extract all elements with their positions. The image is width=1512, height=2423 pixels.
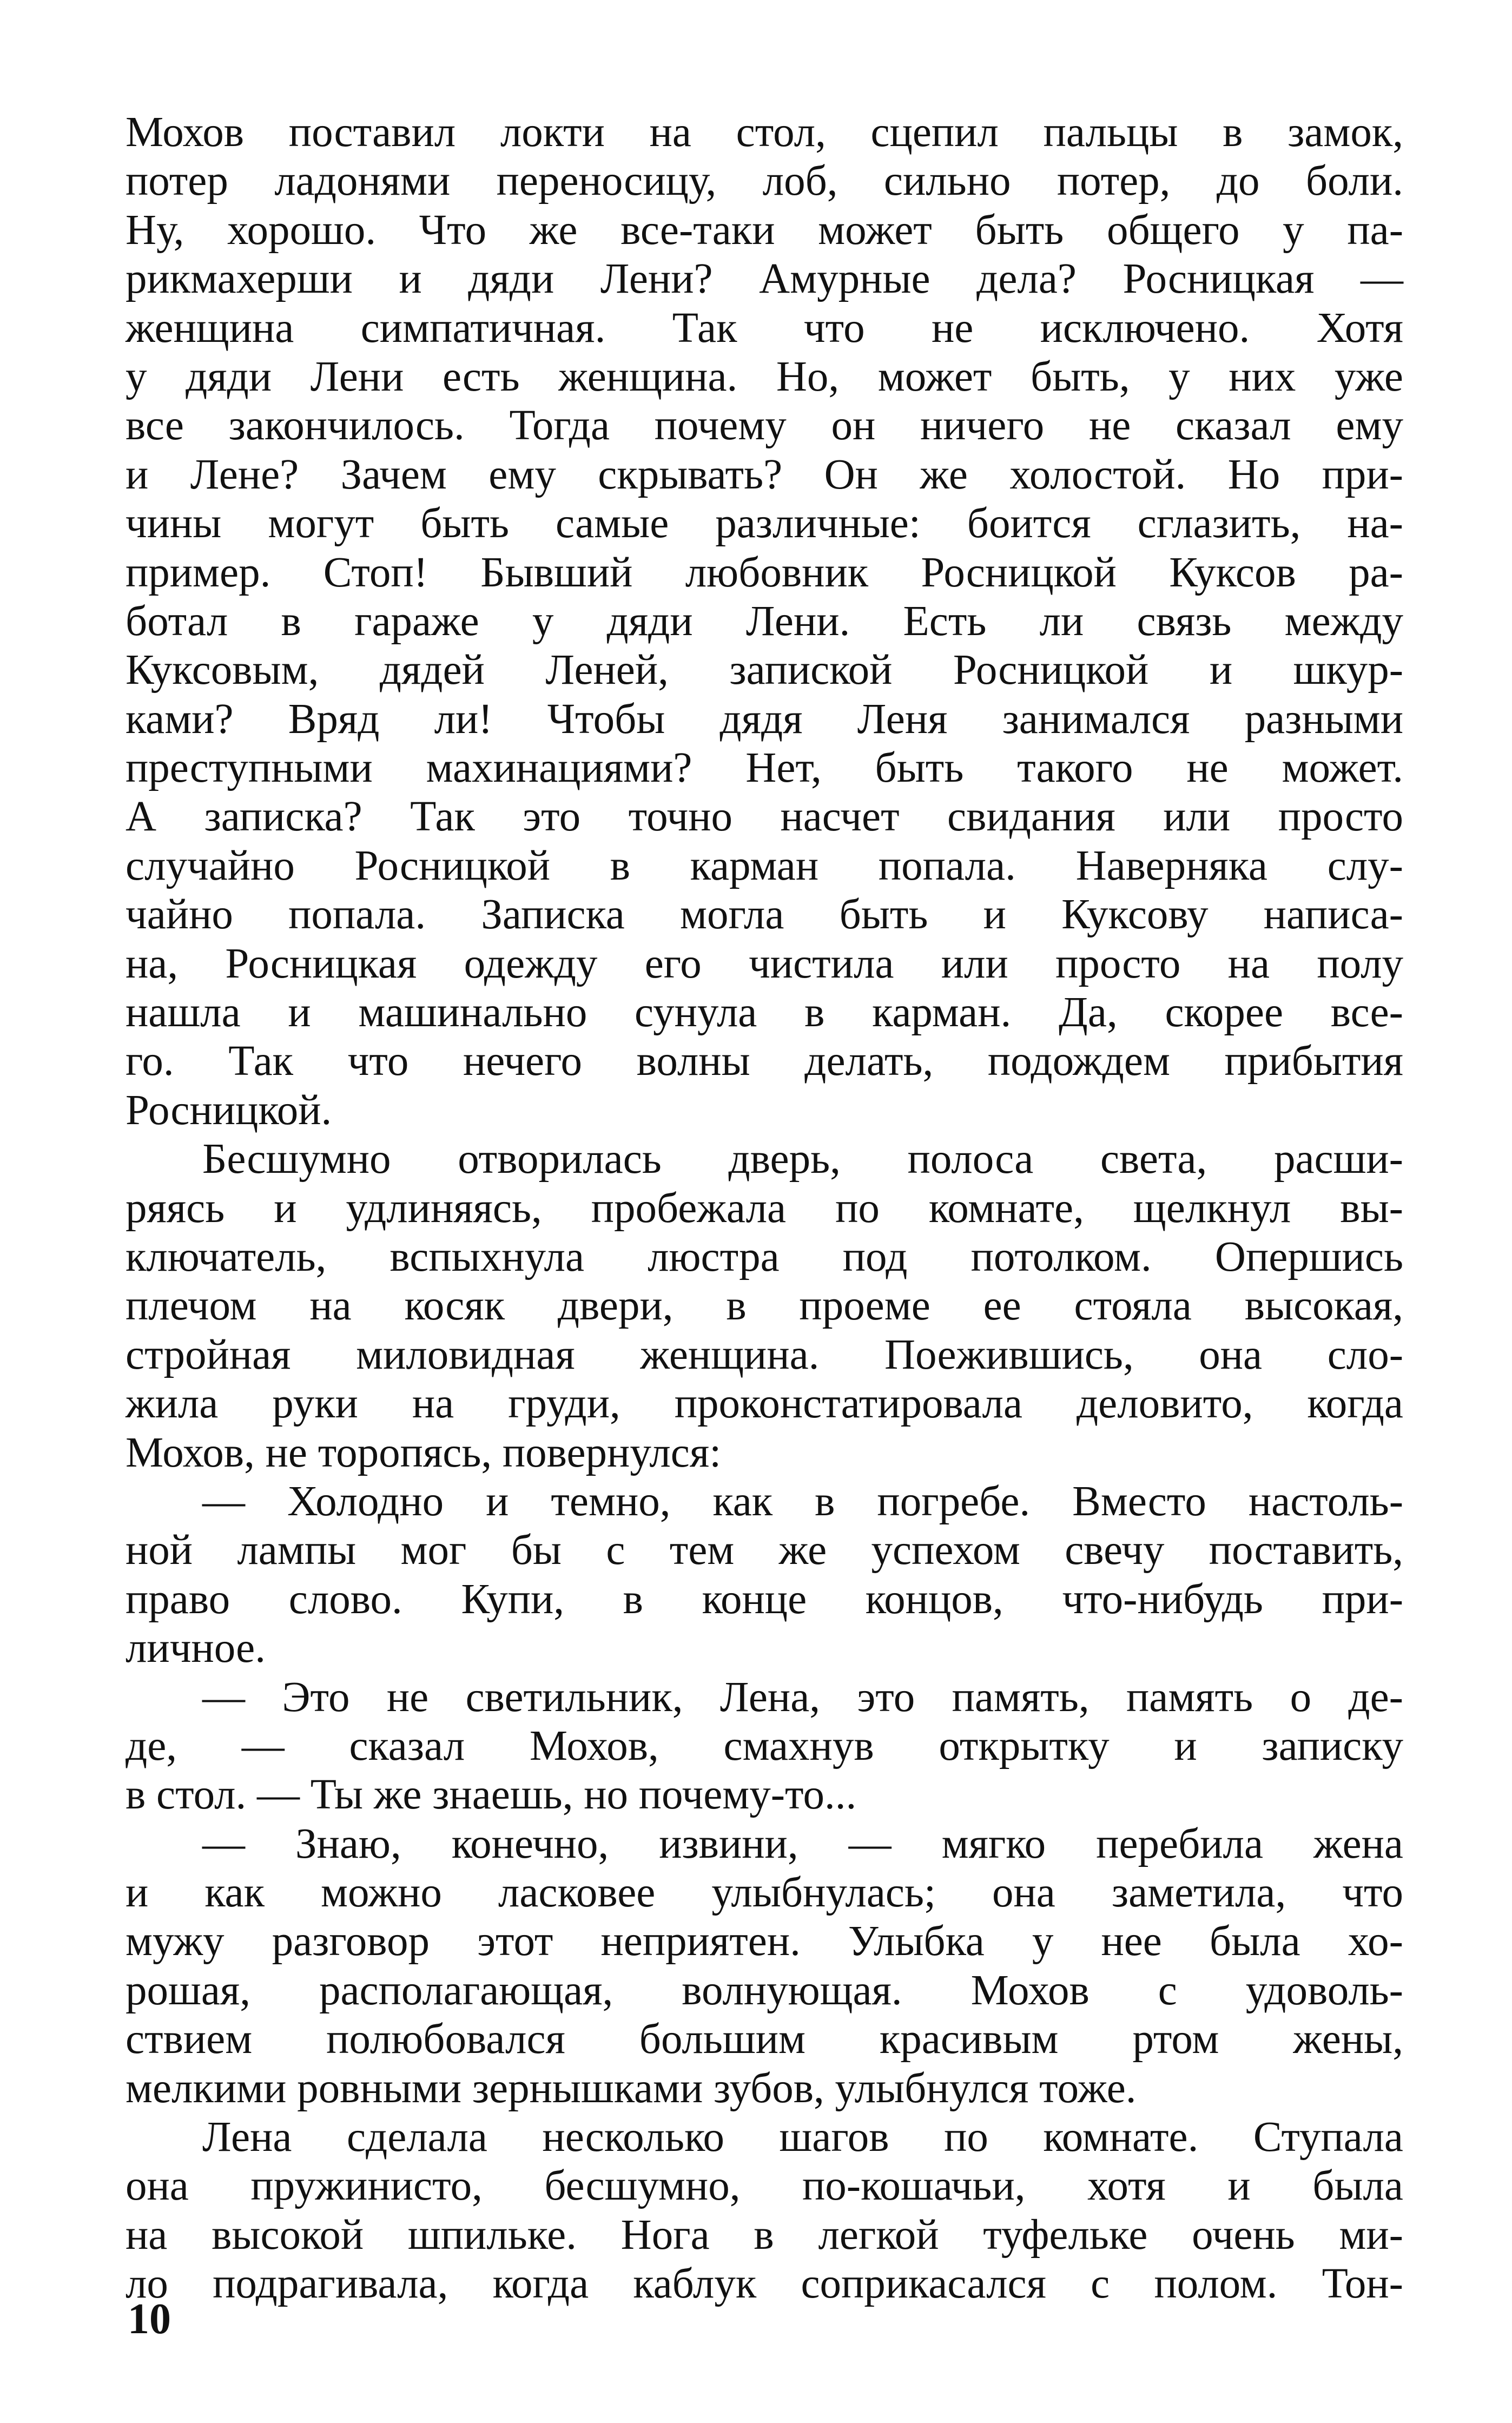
text-line: Мохов, не торопясь, повернулся: [126, 1429, 722, 1476]
text-line: ной лампы мог бы с тем же успехом свечу поставить, [126, 1527, 1403, 1574]
text-line: право слово. Купи, в конце концов, что-нибудь при- [126, 1575, 1403, 1623]
text-line: мелкими ровными зернышками зубов, улыбнулся тоже. [126, 2064, 1137, 2112]
text-line: Лена сделала несколько шагов по комнате. Ступала [202, 2114, 1403, 2161]
text-line: и как можно ласковее улыбнулась; она заметила, что [126, 1869, 1403, 1917]
text-line: личное. [126, 1625, 266, 1672]
text-line: Мохов поставил локти на стол, сцепил пальцы в замок, [126, 109, 1403, 156]
text-line: Росницкой. [126, 1086, 332, 1134]
text-line: рошая, располагающая, волнующая. Мохов с удоволь- [126, 1966, 1403, 2014]
text-line: жила руки на груди, проконстатировала деловито, когда [126, 1380, 1403, 1428]
text-line: — Знаю, конечно, извини, — мягко перебила жена [202, 1820, 1403, 1867]
text-line: в стол. — Ты же знаешь, но почему-то... [126, 1771, 857, 1819]
text-line: А записка? Так это точно насчет свидания или просто [126, 793, 1403, 841]
text-line: ряясь и удлиняясь, пробежала по комнате, щелкнул вы- [126, 1184, 1403, 1232]
text-line: ботал в гараже у дяди Лени. Есть ли связь между [126, 597, 1403, 645]
text-line: Бесшумно отворилась дверь, полоса света, расши- [202, 1135, 1403, 1183]
text-line: на, Росницкая одежду его чистила или просто на полу [126, 940, 1403, 987]
text-line: де, — сказал Мохов, смахнув открытку и записку [126, 1722, 1403, 1770]
text-line: мужу разговор этот неприятен. Улыбка у нее была хо- [126, 1918, 1403, 1965]
text-line: преступными махинациями? Нет, быть такого не может. [126, 744, 1403, 792]
text-line: чайно попала. Записка могла быть и Куксову написа- [126, 891, 1403, 939]
text-line: женщина симпатичная. Так что не исключено. Хотя [126, 304, 1403, 352]
text-line: нашла и машинально сунула в карман. Да, скорее все- [126, 989, 1403, 1036]
text-line: стройная миловидная женщина. Поежившись, она сло- [126, 1331, 1403, 1378]
text-line: все закончилось. Тогда почему он ничего не сказал ему [126, 402, 1403, 450]
text-line: ключатель, вспыхнула люстра под потолком. Опершись [126, 1233, 1403, 1280]
text-line: чины могут быть самые различные: боится сглазить, на- [126, 500, 1403, 547]
text-line: на высокой шпильке. Нога в легкой туфельке очень ми- [126, 2211, 1403, 2259]
text-line: го. Так что нечего волны делать, подождем прибытия [126, 1038, 1403, 1085]
text-line: она пружинисто, бесшумно, по-кошачьи, хотя и была [126, 2162, 1403, 2210]
text-line: ло подрагивала, когда каблук соприкасался с полом. Тон- [126, 2260, 1403, 2308]
text-line: рикмахерши и дяди Лени? Амурные дела? Росницкая — [126, 255, 1403, 303]
text-line: пример. Стоп! Бывший любовник Росницкой Куксов ра- [126, 549, 1403, 596]
text-line: — Холодно и темно, как в погребе. Вместо настоль- [202, 1477, 1403, 1525]
text-line: Ну, хорошо. Что же все-таки может быть общего у па- [126, 206, 1403, 254]
text-line: плечом на косяк двери, в проеме ее стояла высокая, [126, 1282, 1403, 1330]
text-line: потер ладонями переносицу, лоб, сильно потер, до боли. [126, 157, 1403, 205]
text-line: ками? Вряд ли! Чтобы дядя Леня занимался разными [126, 695, 1403, 743]
text-line: у дяди Лени есть женщина. Но, может быть, у них уже [126, 353, 1403, 400]
text-line: Куксовым, дядей Леней, запиской Росницкой и шкур- [126, 646, 1403, 694]
text-line: и Лене? Зачем ему скрывать? Он же холостой. Но при- [126, 451, 1403, 498]
text-line: ствием полюбовался большим красивым ртом жены, [126, 2016, 1403, 2063]
body-text [126, 108, 1403, 2309]
text-line: — Это не светильник, Лена, это память, память о де- [202, 1673, 1403, 1721]
text-line: случайно Росницкой в карман попала. Наверняка слу- [126, 842, 1403, 889]
page-number: 10 [128, 2295, 171, 2343]
